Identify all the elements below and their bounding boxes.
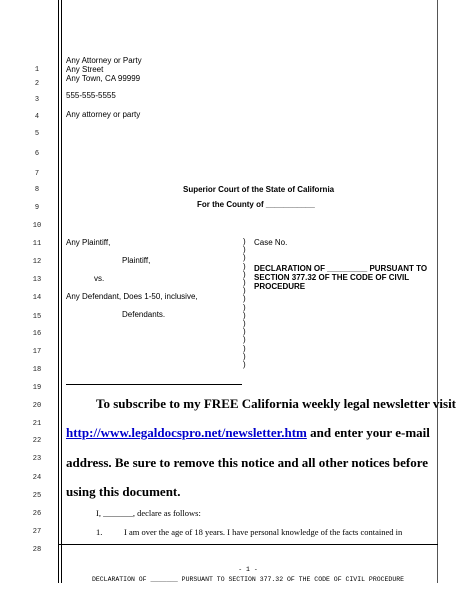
footer-caption: DECLARATION OF _______ PURSUANT TO SECTION 377.32 OF THE CODE OF CIVIL PROCEDURE [91, 576, 405, 583]
line-number: 2 [34, 80, 40, 88]
footer-rule [58, 544, 438, 545]
caption-paren: ) [243, 294, 246, 304]
line-number: 24 [32, 474, 42, 482]
attorney-name: Any Attorney or Party [66, 56, 142, 65]
line-number: 18 [32, 366, 42, 374]
caption-underline [66, 384, 242, 385]
caption-paren: ) [243, 286, 246, 296]
line-number: 17 [32, 348, 42, 356]
line-number: 10 [32, 222, 42, 230]
line-number: 1 [34, 66, 40, 74]
notice-line2 [66, 425, 430, 441]
line-number: 15 [32, 313, 42, 321]
caption-paren: ) [243, 302, 246, 312]
item1-text: I am over the age of 18 years. I have personal knowledge of the facts contained in [124, 527, 403, 537]
caption-paren: ) [243, 360, 246, 369]
line-number: 13 [32, 276, 42, 284]
caption-paren: ) [243, 351, 246, 361]
court-name: Superior Court of the State of California [183, 185, 335, 194]
caption-paren: ) [243, 310, 246, 320]
line-number: 23 [32, 455, 42, 463]
caption-paren: ) [243, 245, 246, 255]
caption-paren: ) [243, 327, 246, 337]
caption-paren: ) [243, 343, 246, 353]
line-number: 9 [34, 204, 40, 212]
caption-paren: ) [243, 319, 246, 328]
item1-number: 1. [96, 527, 103, 537]
caption-paren: ) [243, 253, 246, 263]
notice-line2-rest: and enter your e-mail [306, 425, 430, 440]
caption-paren: ) [243, 261, 246, 271]
caption-vs: vs. [94, 274, 105, 283]
margin-rule-left-outer [58, 0, 59, 583]
line-number: 19 [32, 384, 42, 392]
line-number: 6 [34, 150, 40, 158]
line-number: 20 [32, 402, 42, 410]
line-number: 22 [32, 437, 42, 445]
line-number: 27 [32, 528, 42, 536]
caption-paren: ) [243, 335, 246, 345]
document-title-line1: DECLARATION OF _________ PURSUANT TO [254, 264, 428, 273]
line-number: 11 [32, 240, 42, 248]
attorney-for: Any attorney or party [66, 110, 141, 119]
line-number: 7 [34, 170, 40, 178]
line-number: 26 [32, 510, 42, 518]
line-number: 14 [32, 294, 42, 302]
court-county: For the County of ___________ [197, 200, 315, 209]
caption-defendant-role: Defendants. [122, 310, 166, 319]
line-number: 16 [32, 330, 42, 338]
line-number: 5 [34, 130, 40, 138]
notice-line1: To subscribe to my FREE California weekly legal newsletter visit [96, 396, 457, 411]
attorney-city: Any Town, CA 99999 [66, 74, 141, 83]
case-number-label: Case No. [254, 238, 288, 247]
document-title-line3: PROCEDURE [254, 282, 306, 291]
document-title-line2: SECTION 377.32 OF THE CODE OF CIVIL [254, 273, 410, 282]
notice-line4: using this document. [66, 484, 181, 499]
line-number: 25 [32, 492, 42, 500]
line-number: 8 [34, 186, 40, 194]
line-number: 3 [34, 96, 40, 104]
line-number: 21 [32, 420, 42, 428]
declaration-intro: I, _______, declare as follows: [96, 508, 201, 518]
caption-paren: ) [243, 237, 246, 246]
caption-plaintiff: Any Plaintiff, [66, 238, 111, 247]
caption-paren: ) [243, 269, 246, 279]
attorney-phone: 555-555-5555 [66, 91, 116, 100]
line-number: 12 [32, 258, 42, 266]
newsletter-link[interactable]: http://www.legaldocspro.net/newsletter.htm [66, 425, 307, 440]
margin-rule-left-inner [61, 0, 62, 583]
caption-defendant: Any Defendant, Does 1-50, inclusive, [66, 292, 198, 301]
notice-line3: address. Be sure to remove this notice and all other notices before [66, 455, 429, 470]
margin-rule-right [437, 0, 438, 583]
line-number: 28 [32, 546, 42, 554]
attorney-street: Any Street [66, 65, 104, 74]
caption-plaintiff-role: Plaintiff, [122, 256, 151, 265]
line-number: 4 [34, 113, 40, 121]
caption-paren: ) [243, 278, 246, 287]
page-number: - 1 - [238, 566, 258, 573]
